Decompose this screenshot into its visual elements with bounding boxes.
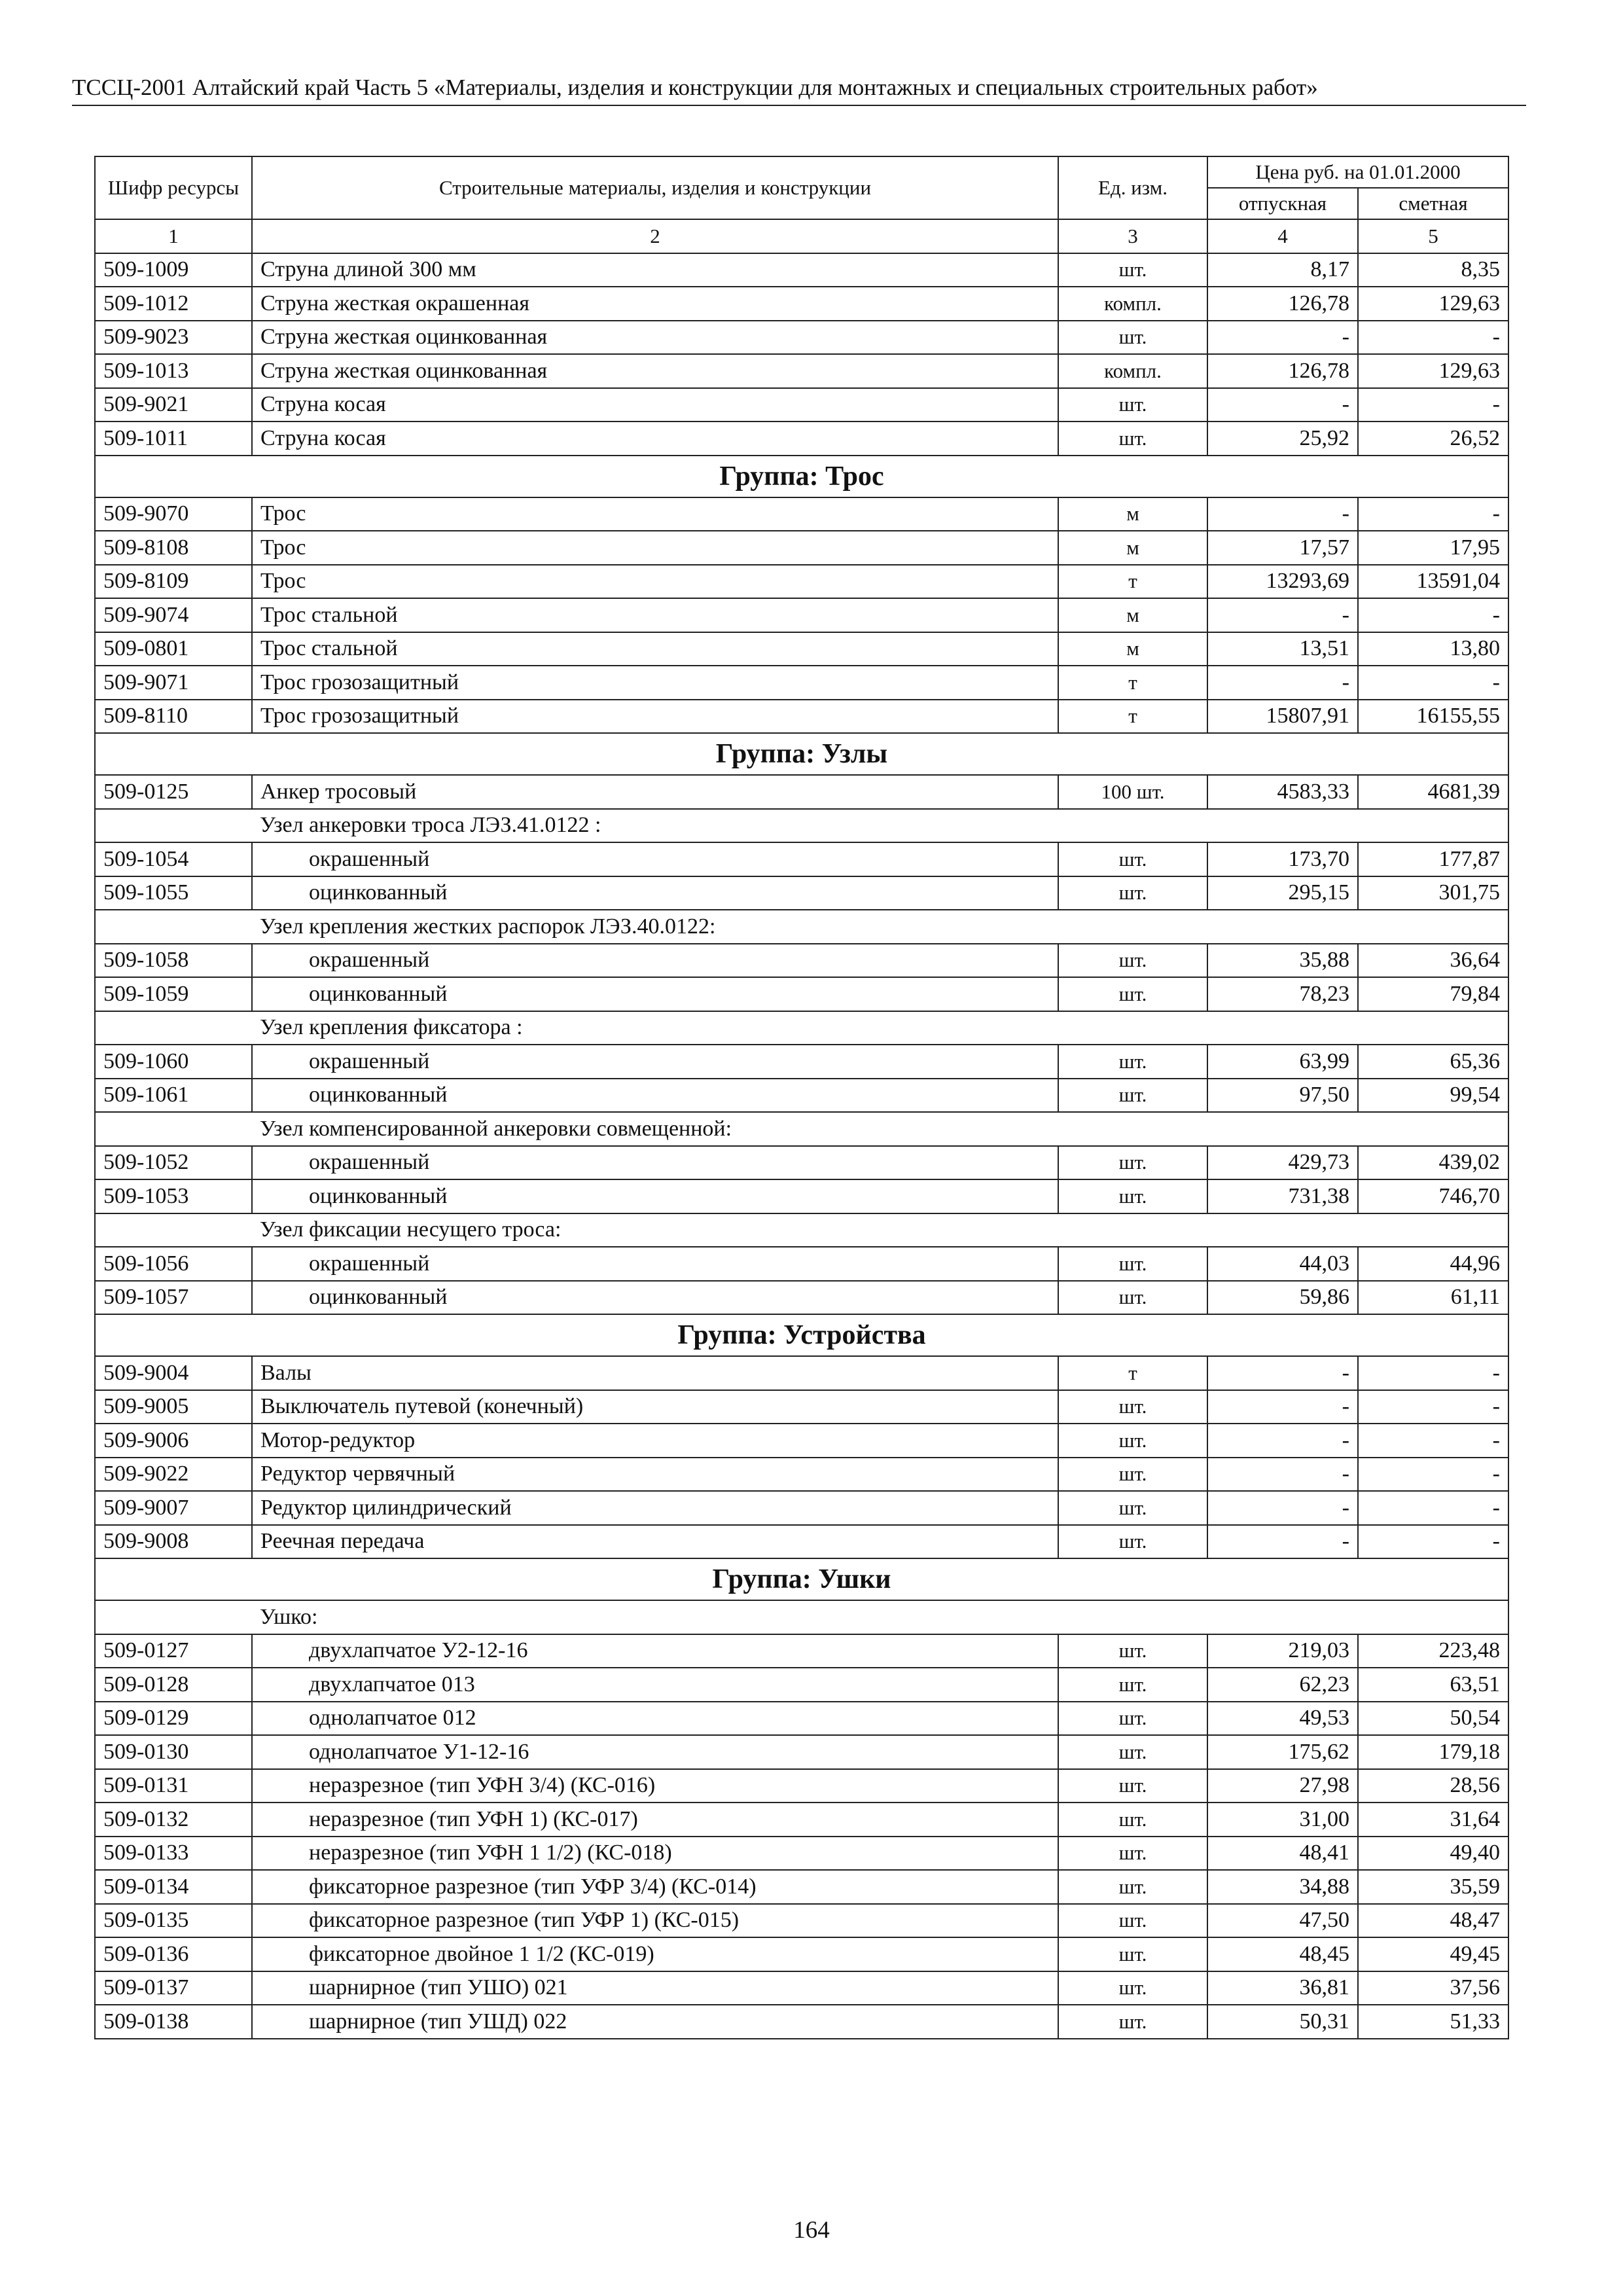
code-cell: 509-9005: [95, 1390, 252, 1424]
code-cell: 509-0125: [95, 775, 252, 809]
group-header-row: [95, 733, 1508, 775]
code-cell: 509-1012: [95, 287, 252, 321]
table-row: [95, 1837, 1508, 1871]
unit-cell: т: [1058, 1356, 1207, 1390]
name-cell: Трос: [252, 565, 1058, 599]
col-number-3: 3: [1058, 219, 1207, 253]
header-release-price: отпускная: [1207, 188, 1358, 219]
table-row: [95, 1079, 1508, 1113]
estimate-price-cell: 13591,04: [1358, 565, 1508, 599]
code-cell: 509-0801: [95, 632, 252, 666]
code-cell: [95, 1011, 252, 1045]
name-cell: Струна жесткая оцинкованная: [252, 321, 1058, 355]
estimate-price-cell: -: [1358, 598, 1508, 632]
code-cell: 509-9074: [95, 598, 252, 632]
name-cell: окрашенный: [252, 1247, 1058, 1281]
table-row: [95, 1735, 1508, 1769]
table-row: [95, 1525, 1508, 1559]
table-row: [95, 1870, 1508, 1904]
code-cell: 509-0137: [95, 1971, 252, 2005]
unit-cell: 100 шт.: [1058, 775, 1207, 809]
table-row: [95, 842, 1508, 876]
unit-cell: компл.: [1058, 354, 1207, 388]
name-cell: оцинкованный: [252, 977, 1058, 1011]
estimate-price-cell: -: [1358, 1356, 1508, 1390]
code-cell: 509-1061: [95, 1079, 252, 1113]
unit-cell: шт.: [1058, 1247, 1207, 1281]
release-price-cell: 13293,69: [1207, 565, 1358, 599]
name-cell: шарнирное (тип УШО) 021: [252, 1971, 1058, 2005]
name-cell: однолапчатое 012: [252, 1702, 1058, 1736]
unit-cell: т: [1058, 700, 1207, 734]
release-price-cell: 15807,91: [1207, 700, 1358, 734]
unit-cell: т: [1058, 565, 1207, 599]
group-title: Группа: Устройства: [95, 1314, 1508, 1356]
name-cell: неразрезное (тип УФН 1 1/2) (КС-018): [252, 1837, 1058, 1871]
code-cell: 509-9004: [95, 1356, 252, 1390]
estimate-price-cell: 44,96: [1358, 1247, 1508, 1281]
release-price-cell: 48,45: [1207, 1937, 1358, 1971]
code-cell: 509-0131: [95, 1769, 252, 1803]
estimate-price-cell: 61,11: [1358, 1281, 1508, 1315]
code-cell: [95, 1600, 252, 1634]
code-cell: 509-8110: [95, 700, 252, 734]
unit-cell: шт.: [1058, 321, 1207, 355]
table-row: [95, 1247, 1508, 1281]
table-row: [95, 1424, 1508, 1458]
name-cell: Струна косая: [252, 422, 1058, 456]
code-cell: 509-1011: [95, 422, 252, 456]
code-cell: 509-1052: [95, 1146, 252, 1180]
release-price-cell: -: [1207, 1390, 1358, 1424]
estimate-price-cell: 26,52: [1358, 422, 1508, 456]
release-price-cell: -: [1207, 321, 1358, 355]
unit-cell: шт.: [1058, 977, 1207, 1011]
release-price-cell: 429,73: [1207, 1146, 1358, 1180]
code-cell: 509-0133: [95, 1837, 252, 1871]
estimate-price-cell: 36,64: [1358, 944, 1508, 978]
table-row: [95, 1634, 1508, 1668]
release-price-cell: 175,62: [1207, 1735, 1358, 1769]
release-price-cell: 8,17: [1207, 253, 1358, 287]
release-price-cell: 59,86: [1207, 1281, 1358, 1315]
code-cell: [95, 910, 252, 944]
unit-cell: шт.: [1058, 1904, 1207, 1938]
code-cell: 509-1009: [95, 253, 252, 287]
code-cell: 509-9022: [95, 1458, 252, 1492]
release-price-cell: 78,23: [1207, 977, 1358, 1011]
estimate-price-cell: -: [1358, 388, 1508, 422]
code-cell: 509-1056: [95, 1247, 252, 1281]
table-row: [95, 1179, 1508, 1213]
code-cell: 509-9007: [95, 1491, 252, 1525]
name-cell: Трос грозозащитный: [252, 666, 1058, 700]
table-row: [95, 1904, 1508, 1938]
unit-cell: м: [1058, 531, 1207, 565]
header-unit: Ед. изм.: [1058, 156, 1207, 219]
release-price-cell: 295,15: [1207, 876, 1358, 910]
code-cell: 509-0138: [95, 2005, 252, 2039]
code-cell: 509-1013: [95, 354, 252, 388]
code-cell: 509-1053: [95, 1179, 252, 1213]
estimate-price-cell: 17,95: [1358, 531, 1508, 565]
table-row: [95, 1356, 1508, 1390]
release-price-cell: 34,88: [1207, 1870, 1358, 1904]
name-cell: Валы: [252, 1356, 1058, 1390]
unit-cell: шт.: [1058, 1870, 1207, 1904]
estimate-price-cell: 439,02: [1358, 1146, 1508, 1180]
name-cell: Трос: [252, 497, 1058, 531]
name-cell: оцинкованный: [252, 876, 1058, 910]
estimate-price-cell: 8,35: [1358, 253, 1508, 287]
table-row: [95, 1281, 1508, 1315]
code-cell: [95, 809, 252, 843]
unit-cell: шт.: [1058, 422, 1207, 456]
table-row: [95, 1702, 1508, 1736]
name-cell: Струна жесткая окрашенная: [252, 287, 1058, 321]
unit-cell: шт.: [1058, 1769, 1207, 1803]
name-cell: Редуктор цилиндрический: [252, 1491, 1058, 1525]
estimate-price-cell: 49,40: [1358, 1837, 1508, 1871]
name-cell: шарнирное (тип УШД) 022: [252, 2005, 1058, 2039]
code-cell: 509-1060: [95, 1045, 252, 1079]
name-cell: оцинкованный: [252, 1179, 1058, 1213]
table-row: [95, 1971, 1508, 2005]
unit-cell: шт.: [1058, 944, 1207, 978]
estimate-price-cell: 177,87: [1358, 842, 1508, 876]
name-cell: фиксаторное разрезное (тип УФР 3/4) (КС-014): [252, 1870, 1058, 1904]
estimate-price-cell: 223,48: [1358, 1634, 1508, 1668]
name-cell: оцинкованный: [252, 1281, 1058, 1315]
estimate-price-cell: -: [1358, 1491, 1508, 1525]
estimate-price-cell: 65,36: [1358, 1045, 1508, 1079]
table-row: [95, 1803, 1508, 1837]
subgroup-title: Узел крепления фиксатора :: [252, 1011, 1508, 1045]
code-cell: 509-0130: [95, 1735, 252, 1769]
name-cell: неразрезное (тип УФН 3/4) (КС-016): [252, 1769, 1058, 1803]
name-cell: неразрезное (тип УФН 1) (КС-017): [252, 1803, 1058, 1837]
estimate-price-cell: 301,75: [1358, 876, 1508, 910]
code-cell: 509-0127: [95, 1634, 252, 1668]
code-cell: 509-8109: [95, 565, 252, 599]
release-price-cell: 13,51: [1207, 632, 1358, 666]
estimate-price-cell: 746,70: [1358, 1179, 1508, 1213]
unit-cell: шт.: [1058, 1146, 1207, 1180]
release-price-cell: -: [1207, 388, 1358, 422]
estimate-price-cell: 99,54: [1358, 1079, 1508, 1113]
name-cell: фиксаторное разрезное (тип УФР 1) (КС-015): [252, 1904, 1058, 1938]
name-cell: двухлапчатое У2-12-16: [252, 1634, 1058, 1668]
col-number-2: 2: [252, 219, 1058, 253]
release-price-cell: 36,81: [1207, 1971, 1358, 2005]
table-row: [95, 531, 1508, 565]
code-cell: 509-9023: [95, 321, 252, 355]
estimate-price-cell: 129,63: [1358, 287, 1508, 321]
name-cell: окрашенный: [252, 1045, 1058, 1079]
group-title: Группа: Трос: [95, 456, 1508, 497]
table-row: [95, 876, 1508, 910]
name-cell: Струна косая: [252, 388, 1058, 422]
subgroup-row: [95, 809, 1508, 843]
unit-cell: шт.: [1058, 1702, 1207, 1736]
estimate-price-cell: 79,84: [1358, 977, 1508, 1011]
group-header-row: [95, 456, 1508, 497]
unit-cell: шт.: [1058, 1045, 1207, 1079]
name-cell: двухлапчатое 013: [252, 1668, 1058, 1702]
name-cell: однолапчатое У1-12-16: [252, 1735, 1058, 1769]
unit-cell: шт.: [1058, 1281, 1207, 1315]
table-row: [95, 1937, 1508, 1971]
release-price-cell: -: [1207, 1356, 1358, 1390]
estimate-price-cell: 31,64: [1358, 1803, 1508, 1837]
group-header-row: [95, 1558, 1508, 1600]
unit-cell: шт.: [1058, 842, 1207, 876]
release-price-cell: 44,03: [1207, 1247, 1358, 1281]
header-name: Строительные материалы, изделия и конструкции: [252, 156, 1058, 219]
unit-cell: шт.: [1058, 1837, 1207, 1871]
estimate-price-cell: -: [1358, 321, 1508, 355]
estimate-price-cell: -: [1358, 1390, 1508, 1424]
table-row: [95, 321, 1508, 355]
table-row: [95, 253, 1508, 287]
table-row: [95, 598, 1508, 632]
code-cell: 509-1059: [95, 977, 252, 1011]
code-cell: 509-9070: [95, 497, 252, 531]
estimate-price-cell: 63,51: [1358, 1668, 1508, 1702]
estimate-price-cell: 16155,55: [1358, 700, 1508, 734]
table-row: [95, 977, 1508, 1011]
subgroup-row: [95, 1011, 1508, 1045]
name-cell: фиксаторное двойное 1 1/2 (КС-019): [252, 1937, 1058, 1971]
unit-cell: шт.: [1058, 1668, 1207, 1702]
group-title: Группа: Ушки: [95, 1558, 1508, 1600]
unit-cell: шт.: [1058, 2005, 1207, 2039]
unit-cell: шт.: [1058, 1525, 1207, 1559]
release-price-cell: 97,50: [1207, 1079, 1358, 1113]
estimate-price-cell: 48,47: [1358, 1904, 1508, 1938]
table-row: [95, 1491, 1508, 1525]
estimate-price-cell: -: [1358, 1424, 1508, 1458]
col-number-1: 1: [95, 219, 252, 253]
estimate-price-cell: 49,45: [1358, 1937, 1508, 1971]
estimate-price-cell: -: [1358, 1458, 1508, 1492]
name-cell: Струна длиной 300 мм: [252, 253, 1058, 287]
table-row: [95, 287, 1508, 321]
name-cell: окрашенный: [252, 842, 1058, 876]
release-price-cell: -: [1207, 666, 1358, 700]
estimate-price-cell: 13,80: [1358, 632, 1508, 666]
code-cell: 509-1054: [95, 842, 252, 876]
code-cell: 509-9071: [95, 666, 252, 700]
release-price-cell: 219,03: [1207, 1634, 1358, 1668]
table-row: [95, 1146, 1508, 1180]
price-table: [94, 156, 1509, 2039]
code-cell: 509-1058: [95, 944, 252, 978]
unit-cell: шт.: [1058, 1971, 1207, 2005]
subgroup-title: Ушко:: [252, 1600, 1508, 1634]
release-price-cell: 48,41: [1207, 1837, 1358, 1871]
table-row: [95, 388, 1508, 422]
name-cell: Мотор-редуктор: [252, 1424, 1058, 1458]
code-cell: [95, 1112, 252, 1146]
release-price-cell: -: [1207, 598, 1358, 632]
header-estimate-price: сметная: [1358, 188, 1508, 219]
table-row: [95, 1045, 1508, 1079]
code-cell: 509-0132: [95, 1803, 252, 1837]
name-cell: Трос стальной: [252, 598, 1058, 632]
unit-cell: шт.: [1058, 876, 1207, 910]
table-row: [95, 700, 1508, 734]
table-row: [95, 1458, 1508, 1492]
unit-cell: шт.: [1058, 1735, 1207, 1769]
release-price-cell: 31,00: [1207, 1803, 1358, 1837]
unit-cell: шт.: [1058, 1803, 1207, 1837]
subgroup-title: Узел крепления жестких распорок ЛЭЗ.40.0122:: [252, 910, 1508, 944]
page-header: ТССЦ-2001 Алтайский край Часть 5 «Материалы, изделия и конструкции для монтажных и специальных строительных работ»: [72, 73, 1526, 106]
table-body: [95, 253, 1508, 2039]
name-cell: Трос грозозащитный: [252, 700, 1058, 734]
release-price-cell: 731,38: [1207, 1179, 1358, 1213]
release-price-cell: -: [1207, 1525, 1358, 1559]
unit-cell: шт.: [1058, 1634, 1207, 1668]
release-price-cell: 50,31: [1207, 2005, 1358, 2039]
release-price-cell: -: [1207, 1458, 1358, 1492]
header-price: Цена руб. на 01.01.2000: [1207, 156, 1508, 188]
subgroup-row: [95, 1112, 1508, 1146]
release-price-cell: 49,53: [1207, 1702, 1358, 1736]
release-price-cell: 4583,33: [1207, 775, 1358, 809]
unit-cell: м: [1058, 598, 1207, 632]
code-cell: 509-9021: [95, 388, 252, 422]
subgroup-title: Узел фиксации несущего троса:: [252, 1213, 1508, 1247]
subgroup-title: Узел анкеровки троса ЛЭЗ.41.0122 :: [252, 809, 1508, 843]
code-cell: 509-0134: [95, 1870, 252, 1904]
release-price-cell: 35,88: [1207, 944, 1358, 978]
estimate-price-cell: -: [1358, 497, 1508, 531]
name-cell: оцинкованный: [252, 1079, 1058, 1113]
estimate-price-cell: 35,59: [1358, 1870, 1508, 1904]
name-cell: Редуктор червячный: [252, 1458, 1058, 1492]
col-number-5: 5: [1358, 219, 1508, 253]
code-cell: 509-9006: [95, 1424, 252, 1458]
table-row: [95, 1390, 1508, 1424]
table-row: [95, 666, 1508, 700]
unit-cell: м: [1058, 497, 1207, 531]
release-price-cell: 173,70: [1207, 842, 1358, 876]
release-price-cell: 27,98: [1207, 1769, 1358, 1803]
name-cell: окрашенный: [252, 1146, 1058, 1180]
table-row: [95, 565, 1508, 599]
code-cell: 509-0129: [95, 1702, 252, 1736]
name-cell: Выключатель путевой (конечный): [252, 1390, 1058, 1424]
unit-cell: т: [1058, 666, 1207, 700]
release-price-cell: 126,78: [1207, 287, 1358, 321]
name-cell: Трос стальной: [252, 632, 1058, 666]
group-header-row: [95, 1314, 1508, 1356]
name-cell: окрашенный: [252, 944, 1058, 978]
table-row: [95, 944, 1508, 978]
name-cell: Анкер тросовый: [252, 775, 1058, 809]
estimate-price-cell: 51,33: [1358, 2005, 1508, 2039]
col-number-4: 4: [1207, 219, 1358, 253]
table-row: [95, 775, 1508, 809]
code-cell: 509-0136: [95, 1937, 252, 1971]
table-row: [95, 354, 1508, 388]
table-row: [95, 1668, 1508, 1702]
name-cell: Трос: [252, 531, 1058, 565]
subgroup-row: [95, 1600, 1508, 1634]
release-price-cell: 25,92: [1207, 422, 1358, 456]
unit-cell: шт.: [1058, 1390, 1207, 1424]
code-cell: [95, 1213, 252, 1247]
unit-cell: шт.: [1058, 1937, 1207, 1971]
estimate-price-cell: 179,18: [1358, 1735, 1508, 1769]
unit-cell: шт.: [1058, 1079, 1207, 1113]
release-price-cell: 126,78: [1207, 354, 1358, 388]
release-price-cell: -: [1207, 497, 1358, 531]
subgroup-row: [95, 1213, 1508, 1247]
table-row: [95, 2005, 1508, 2039]
release-price-cell: 62,23: [1207, 1668, 1358, 1702]
unit-cell: компл.: [1058, 287, 1207, 321]
estimate-price-cell: 28,56: [1358, 1769, 1508, 1803]
header-code: Шифр ресурсы: [95, 156, 252, 219]
unit-cell: шт.: [1058, 1179, 1207, 1213]
release-price-cell: 17,57: [1207, 531, 1358, 565]
table-row: [95, 497, 1508, 531]
unit-cell: шт.: [1058, 1424, 1207, 1458]
table-row: [95, 422, 1508, 456]
subgroup-title: Узел компенсированной анкеровки совмещенной:: [252, 1112, 1508, 1146]
name-cell: Струна жесткая оцинкованная: [252, 354, 1058, 388]
table-row: [95, 1769, 1508, 1803]
code-cell: 509-1057: [95, 1281, 252, 1315]
unit-cell: шт.: [1058, 1491, 1207, 1525]
release-price-cell: -: [1207, 1424, 1358, 1458]
page-number: 164: [793, 2217, 830, 2244]
estimate-price-cell: 37,56: [1358, 1971, 1508, 2005]
code-cell: 509-8108: [95, 531, 252, 565]
unit-cell: шт.: [1058, 388, 1207, 422]
group-title: Группа: Узлы: [95, 733, 1508, 775]
unit-cell: шт.: [1058, 253, 1207, 287]
estimate-price-cell: 129,63: [1358, 354, 1508, 388]
release-price-cell: 47,50: [1207, 1904, 1358, 1938]
release-price-cell: 63,99: [1207, 1045, 1358, 1079]
estimate-price-cell: -: [1358, 666, 1508, 700]
estimate-price-cell: -: [1358, 1525, 1508, 1559]
unit-cell: м: [1058, 632, 1207, 666]
code-cell: 509-0135: [95, 1904, 252, 1938]
estimate-price-cell: 4681,39: [1358, 775, 1508, 809]
code-cell: 509-0128: [95, 1668, 252, 1702]
code-cell: 509-1055: [95, 876, 252, 910]
unit-cell: шт.: [1058, 1458, 1207, 1492]
name-cell: Реечная передача: [252, 1525, 1058, 1559]
code-cell: 509-9008: [95, 1525, 252, 1559]
release-price-cell: -: [1207, 1491, 1358, 1525]
table-row: [95, 632, 1508, 666]
subgroup-row: [95, 910, 1508, 944]
estimate-price-cell: 50,54: [1358, 1702, 1508, 1736]
